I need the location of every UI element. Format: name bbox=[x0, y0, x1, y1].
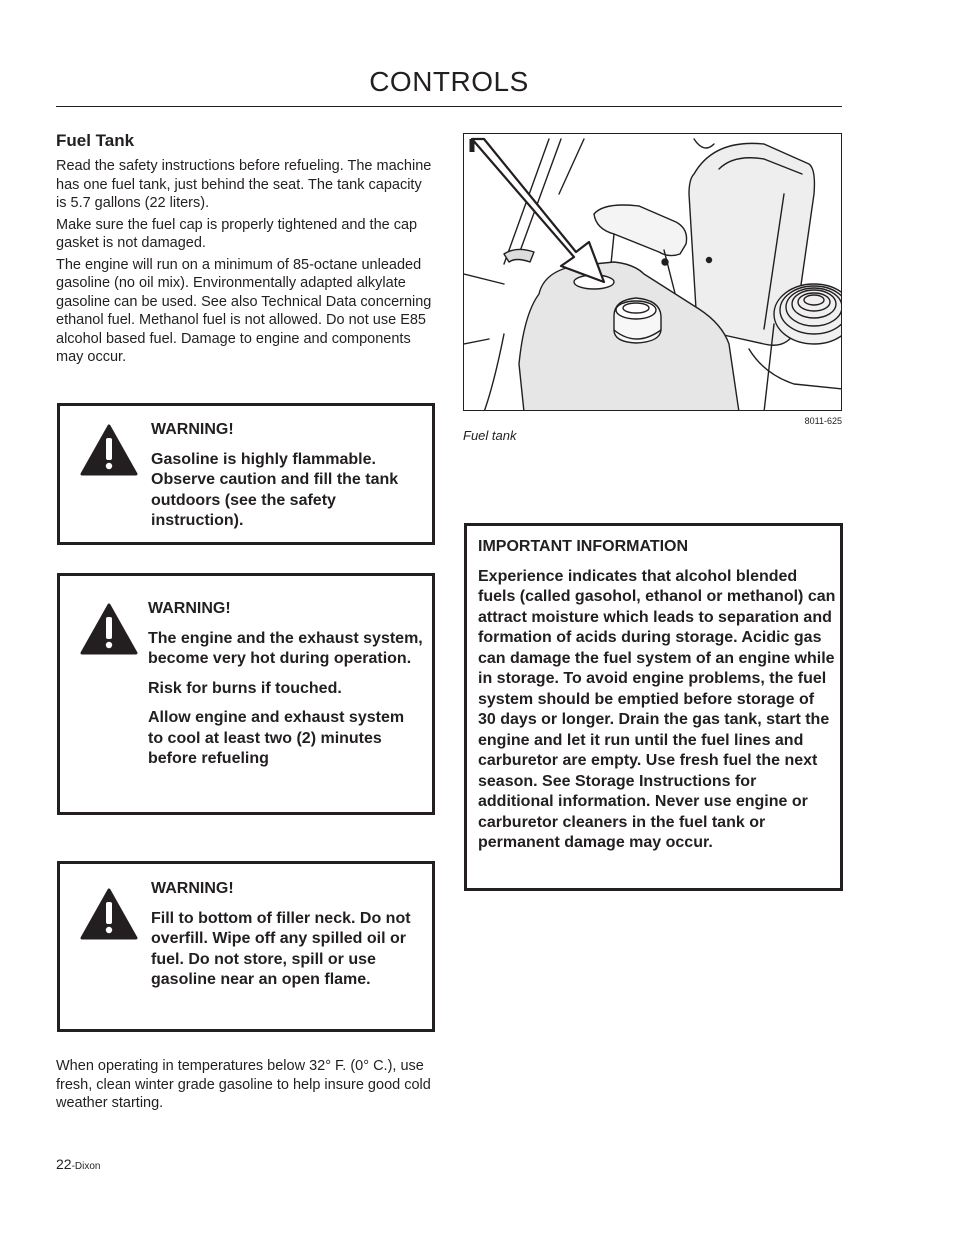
important-text: Experience indicates that alcohol blended fuels (called gasohol, ethanol or methanol) can attract moisture which leads to separation and formation of acids during storage. Acidic gas can damage the fuel system of an engine while in storage. To avoid engine problems, the fuel system should be emptied before storage of 30 days or longer. Drain the gas tank, start the engine and let it run until the fuel lines and carburetor are empty. Use fresh fuel the next season. See Storage Instructions for additional information. Never use engine or carburetor cleaners in the fuel tank or permanent damage may occur. bbox=[478, 567, 836, 851]
warning-box-overfill bbox=[57, 861, 435, 1032]
footer-suffix: -Dixon bbox=[71, 1161, 101, 1172]
warning-line: Risk for burns if touched. bbox=[148, 679, 342, 697]
header-rule bbox=[56, 106, 842, 107]
section-heading-fuel-tank: Fuel Tank bbox=[56, 131, 135, 150]
warning-line: Gasoline is highly flammable. Observe caution and fill the tank outdoors (see the safety instruction). bbox=[151, 450, 399, 529]
fuel-tank-illustration bbox=[463, 133, 842, 411]
warning-title: WARNING! bbox=[151, 421, 234, 438]
figure-caption: Fuel tank bbox=[463, 428, 517, 443]
paragraph: The engine will run on a minimum of 85-octane unleaded gasoline (no oil mix). Environmentally adapted alkylate gasoline can be used. See also Technical Data concerning ethanol fuel. Methanol fuel is not allowed. Do not use E85 alcohol based fuel. Damage to engine and components may occur. bbox=[56, 256, 432, 365]
warning-triangle-icon bbox=[80, 888, 138, 940]
warning-line: Fill to bottom of filler neck. Do not overfill. Wipe off any spilled oil or fuel. Do not store, spill or use gasoline near an open flame. bbox=[151, 909, 411, 988]
warning-triangle-icon bbox=[80, 603, 138, 655]
warning-triangle-icon bbox=[80, 424, 138, 476]
warning-line: Allow engine and exhaust system to cool at least two (2) minutes before refueling bbox=[148, 709, 405, 767]
paragraph: Read the safety instructions before refueling. The machine has one fuel tank, just behind the seat. The tank capacity is 5.7 gallons (22 liters). bbox=[56, 158, 432, 211]
fuel-tank-drawing bbox=[464, 134, 842, 411]
important-title: IMPORTANT INFORMATION bbox=[478, 538, 689, 555]
page-footer bbox=[56, 1156, 100, 1172]
important-information-box bbox=[464, 523, 843, 891]
warning-title: WARNING! bbox=[148, 600, 231, 617]
cold-weather-paragraph: When operating in temperatures below 32° F. (0° C.), use fresh, clean winter grade gasoline to help insure good cold weather starting. bbox=[56, 1058, 431, 1111]
fuel-tank-body bbox=[56, 157, 434, 370]
figure-code: 8011-625 bbox=[804, 416, 842, 426]
page-title: CONTROLS bbox=[369, 66, 529, 97]
page-number: 22 bbox=[56, 1156, 72, 1172]
warning-box-flammable bbox=[57, 403, 435, 545]
warning-line: The engine and the exhaust system, become very hot during operation. bbox=[148, 629, 423, 667]
warning-title: WARNING! bbox=[151, 880, 234, 897]
warning-box-hot-engine bbox=[57, 573, 435, 815]
paragraph: Make sure the fuel cap is properly tightened and the cap gasket is not damaged. bbox=[56, 216, 418, 251]
